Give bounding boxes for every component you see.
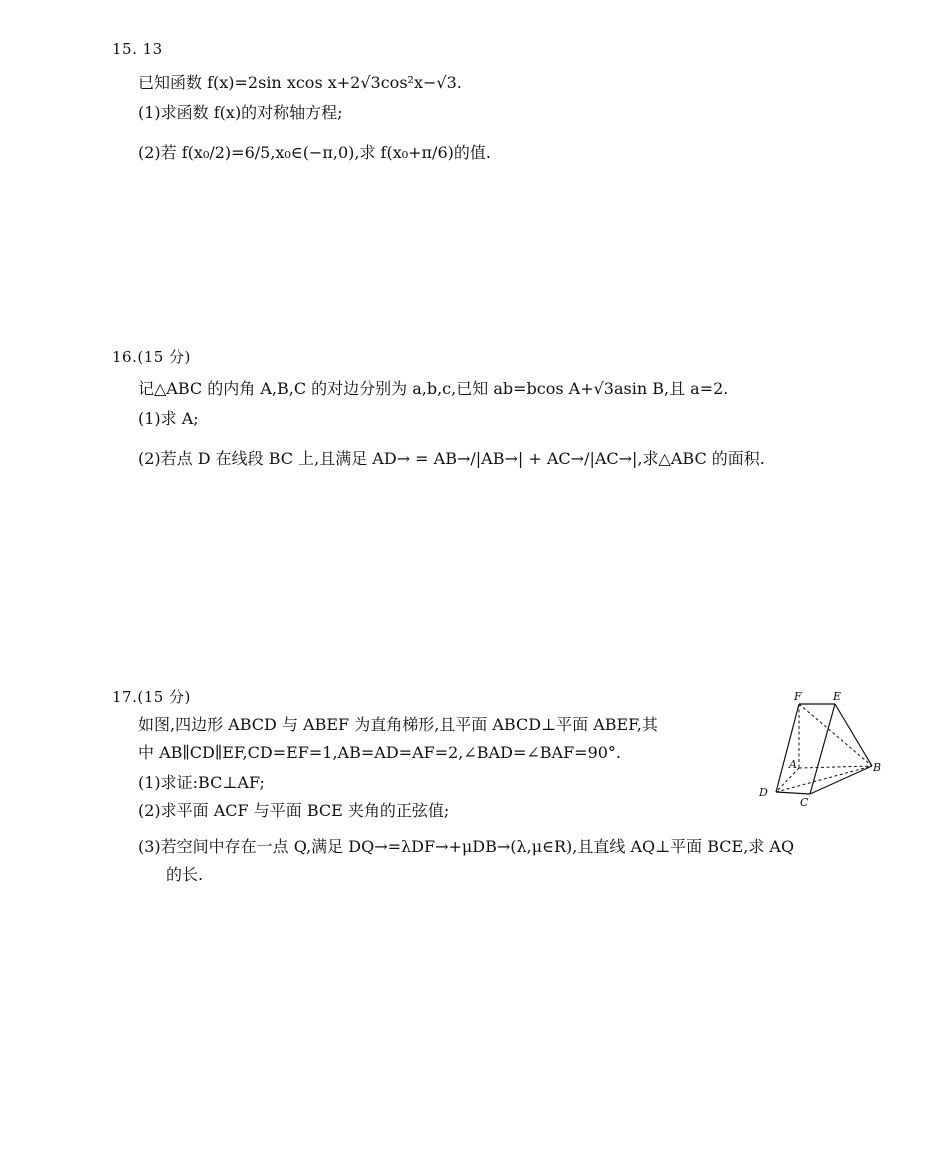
sub-question-3: (3)若空间中存在一点 Q,满足 DQ→=λDF→+μDB→(λ,μ∈R),且直线 AQ⊥平面 BCE,求 AQ (138, 837, 795, 856)
label-A: A (789, 758, 797, 771)
edge-DC (776, 792, 810, 794)
sub-question-2: (2)若点 D 在线段 BC 上,且满足 AD→ = AB→/|AB→| + AC→/|AC→|,求△ABC 的面积. (138, 449, 765, 468)
sub-question-3-continued: 的长. (166, 865, 204, 884)
edge-FD (776, 704, 799, 792)
label-D: D (759, 786, 768, 799)
problem-16 (112, 346, 912, 468)
solid-figure (752, 686, 892, 810)
edge-EB (835, 704, 872, 766)
sub-question-1: (1)求证:BC⊥AF; (138, 773, 265, 792)
problem-number: 16.(15 分) (112, 348, 191, 366)
edge-FB-hidden (799, 704, 872, 766)
label-E: E (833, 690, 842, 703)
problem-number: 17.(15 分) (112, 688, 191, 706)
sub-question-1: (1)求 A; (138, 409, 199, 428)
label-C: C (800, 796, 809, 809)
problem-statement: 记△ABC 的内角 A,B,C 的对边分别为 a,b,c,已知 ab=bcos A+√3asin B,且 a=2. (138, 379, 729, 398)
edge-EC (810, 704, 835, 794)
label-F: F (794, 690, 802, 703)
sub-question-2: (2)若 f(x₀/2)=6/5,x₀∈(−π,0),求 f(x₀+π/6)的值. (138, 143, 491, 162)
sub-question-1: (1)求函数 f(x)的对称轴方程; (138, 103, 343, 122)
edge-AB-hidden (799, 766, 872, 768)
problem-statement-line-2: 中 AB∥CD∥EF,CD=EF=1,AB=AD=AF=2,∠BAD=∠BAF=90°. (138, 743, 622, 762)
label-B: B (873, 761, 882, 774)
problem-statement-line-1: 如图,四边形 ABCD 与 ABEF 为直角梯形,且平面 ABCD⊥平面 ABEF,其 (138, 715, 658, 734)
sub-question-2: (2)求平面 ACF 与平面 BCE 夹角的正弦值; (138, 801, 450, 820)
problem-statement: 已知函数 f(x)=2sin xcos x+2√3cos²x−√3. (138, 73, 462, 92)
problem-number: 15. 13 (112, 40, 163, 58)
problem-15 (112, 40, 912, 162)
